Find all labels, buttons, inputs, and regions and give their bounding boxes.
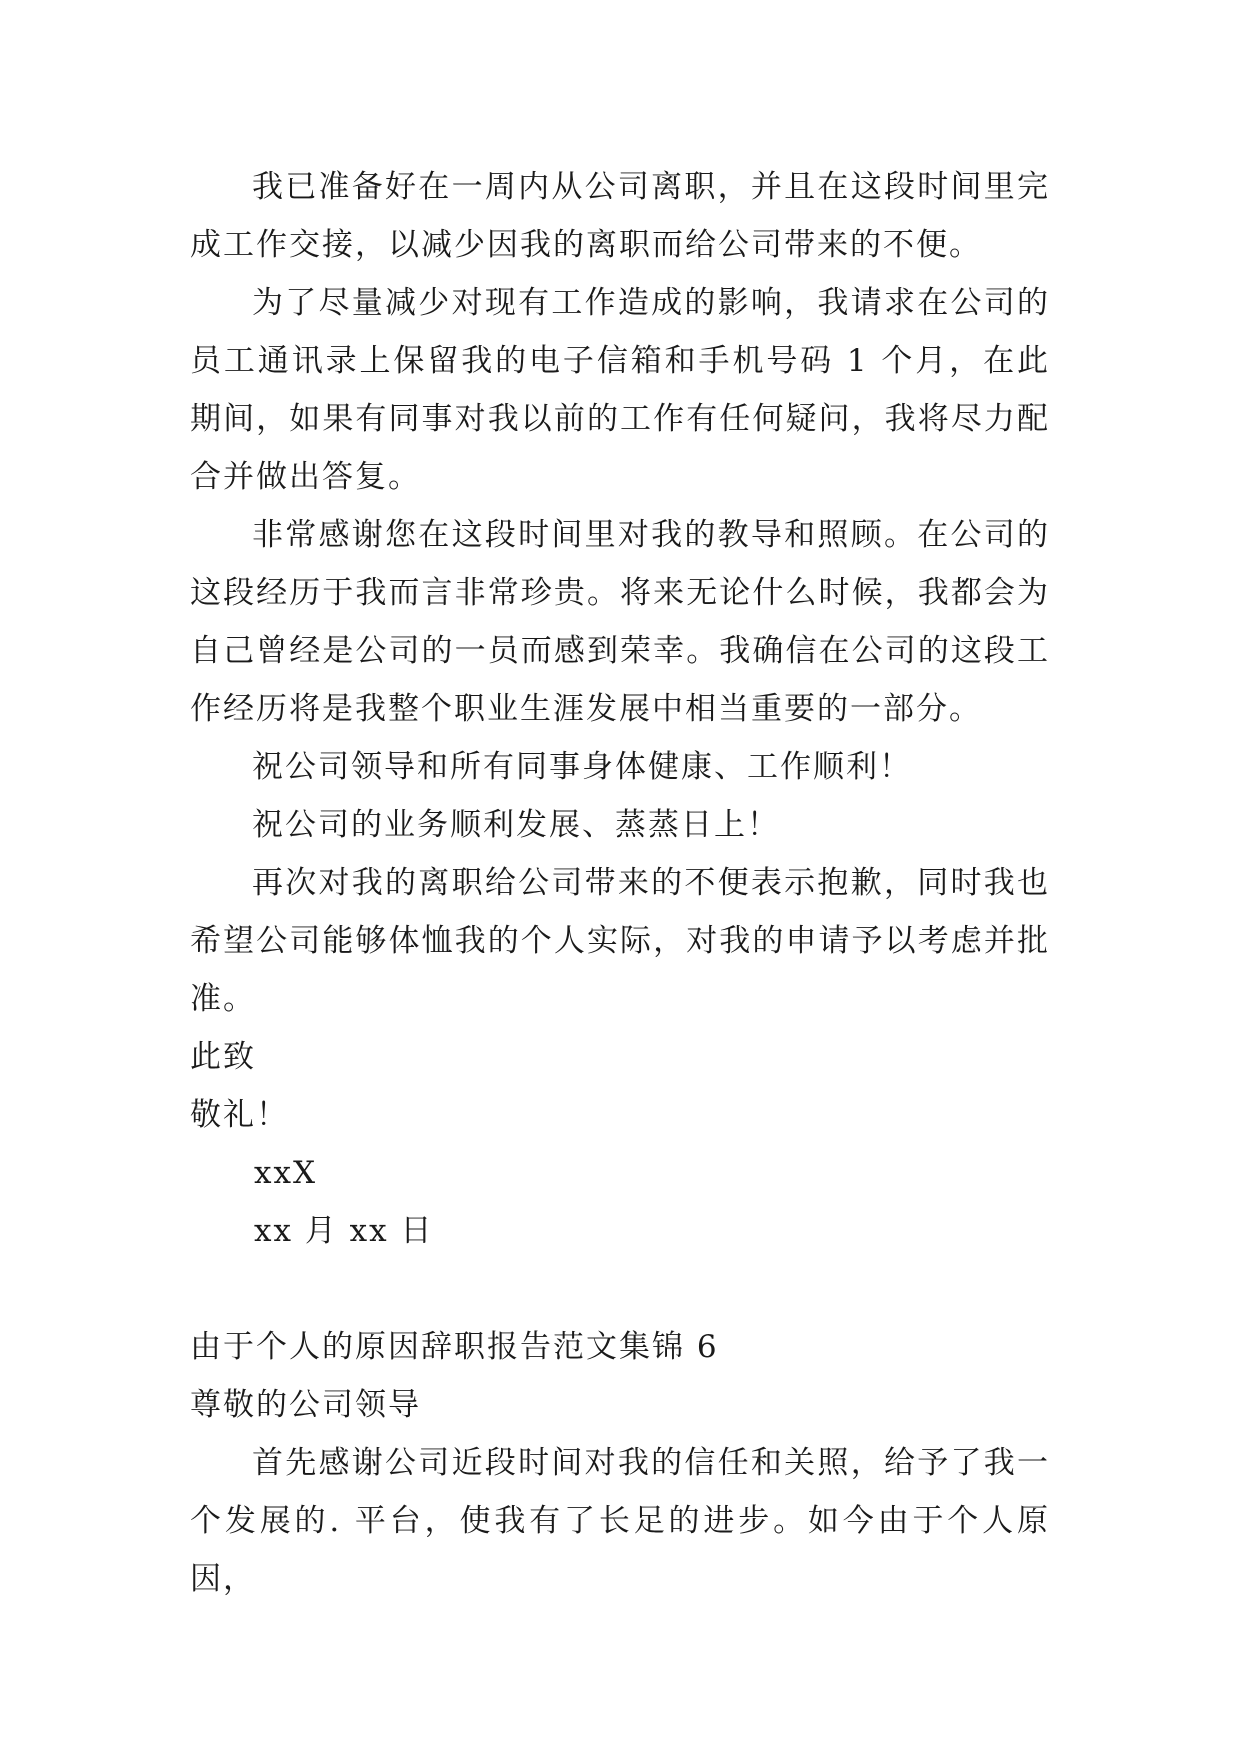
paragraph-handover: 我已准备好在一周内从公司离职，并且在这段时间里完成工作交接，以减少因我的离职而给公司带来的不便。 (190, 169, 1050, 263)
closing-jingli: 敬礼！ (190, 1097, 289, 1133)
salutation: 尊敬的公司领导 (190, 1387, 421, 1423)
signature-name: xxX (254, 1155, 318, 1191)
paragraph-contact-retention: 为了尽量减少对现有工作造成的影响，我请求在公司的员工通讯录上保留我的电子信箱和手机号码 1 个月，在此期间，如果有同事对我以前的工作有任何疑问，我将尽力配合并做出答复。 (190, 285, 1050, 495)
section-title: 由于个人的原因辞职报告范文集锦 6 (190, 1329, 719, 1365)
signature-date: xx 月 xx 日 (254, 1213, 434, 1249)
closing-cizhi: 此致 (190, 1039, 256, 1075)
paragraph-wish-business: 祝公司的业务顺利发展、蒸蒸日上！ (252, 807, 780, 843)
paragraph-opening: 首先感谢公司近段时间对我的信任和关照，给予了我一个发展的. 平台，使我有了长足的进步。如今由于个人原因， (190, 1445, 1050, 1597)
section-spacer (190, 1260, 1050, 1318)
document-body (190, 158, 1050, 1608)
paragraph-wish-colleagues: 祝公司领导和所有同事身体健康、工作顺利！ (252, 749, 912, 785)
paragraph-apology: 再次对我的离职给公司带来的不便表示抱歉，同时我也希望公司能够体恤我的个人实际，对我的申请予以考虑并批准。 (190, 865, 1050, 1017)
paragraph-thanks: 非常感谢您在这段时间里对我的教导和照顾。在公司的这段经历于我而言非常珍贵。将来无论什么时候，我都会为自己曾经是公司的一员而感到荣幸。我确信在公司的这段工作经历将是我整个职业生涯发展中相当重要的一部分。 (190, 517, 1050, 727)
